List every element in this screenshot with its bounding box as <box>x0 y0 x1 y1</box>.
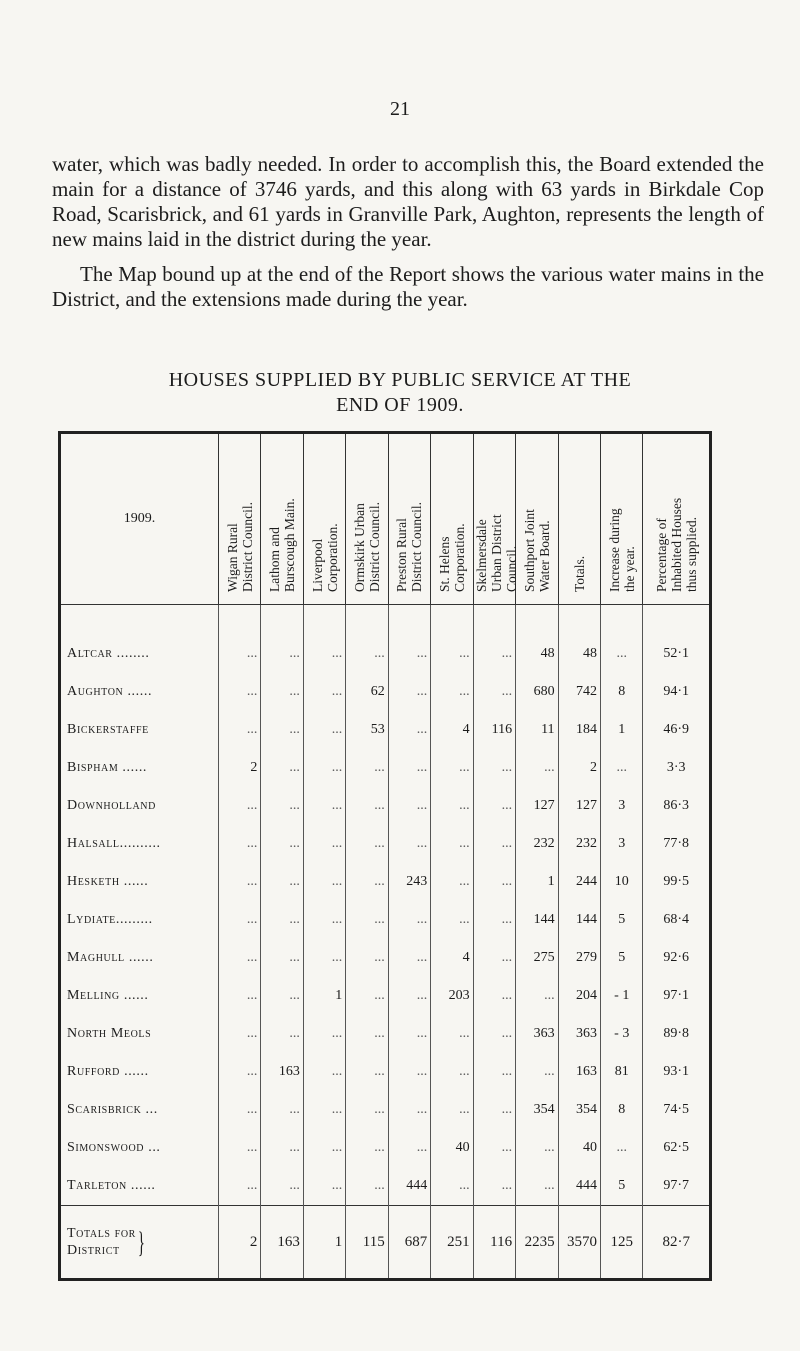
table-cell: 11 <box>516 711 558 749</box>
table-cell: ... <box>388 1091 430 1129</box>
table-cell: ... <box>431 1053 473 1091</box>
table-title-line-2: END OF 1909. <box>336 394 464 416</box>
table-cell: 3·3 <box>643 749 711 787</box>
table-cell: ... <box>261 825 303 863</box>
table-cell: ... <box>473 1053 515 1091</box>
table-cell: 40 <box>558 1129 600 1167</box>
table-cell: 62·5 <box>643 1129 711 1167</box>
table-cell: ... <box>346 749 388 787</box>
table-cell: ... <box>261 787 303 825</box>
column-header-label: Percentage of Inhabited Houses thus supplied. <box>653 497 699 592</box>
table-cell: 46·9 <box>643 711 711 749</box>
totals-label-line-1: Totals for <box>67 1226 136 1241</box>
table-cell: ... <box>388 1053 430 1091</box>
table-cell: ... <box>516 1129 558 1167</box>
row-township-name: North Meols <box>60 1015 219 1053</box>
table-cell: ... <box>218 1053 260 1091</box>
totals-cell: 116 <box>473 1206 515 1280</box>
table-cell: ... <box>473 1091 515 1129</box>
totals-label-line-2: District <box>67 1243 120 1258</box>
table-cell: ... <box>346 901 388 939</box>
table-cell: 81 <box>601 1053 643 1091</box>
table-cell: ... <box>388 901 430 939</box>
table-row <box>60 635 711 673</box>
table-cell: 5 <box>601 939 643 977</box>
table-cell: ... <box>473 939 515 977</box>
table-cell: ... <box>601 635 643 673</box>
table-row <box>60 711 711 749</box>
table-cell: ... <box>473 825 515 863</box>
table-cell: ... <box>431 749 473 787</box>
table-header-row <box>60 433 711 605</box>
table-cell: ... <box>346 1129 388 1167</box>
table-cell: ... <box>303 1053 345 1091</box>
table-cell: 163 <box>558 1053 600 1091</box>
table-cell: ... <box>346 939 388 977</box>
column-header-label: St. Helens Corporation. <box>436 522 467 592</box>
table-cell: ... <box>303 939 345 977</box>
table-cell: ... <box>388 1015 430 1053</box>
table-cell: ... <box>431 1167 473 1206</box>
table-cell: 8 <box>601 1091 643 1129</box>
table-cell: ... <box>516 749 558 787</box>
table-cell: ... <box>261 863 303 901</box>
table-cell: ... <box>388 825 430 863</box>
table-cell: ... <box>303 1129 345 1167</box>
table-cell: ... <box>261 1015 303 1053</box>
table-cell: ... <box>218 977 260 1015</box>
table-row <box>60 977 711 1015</box>
table-cell: 232 <box>516 825 558 863</box>
table-spacer-row <box>60 605 711 636</box>
table-cell: 275 <box>516 939 558 977</box>
column-header-label: Preston Rural District Council. <box>394 501 425 592</box>
table-cell: ... <box>346 635 388 673</box>
totals-cell: 115 <box>346 1206 388 1280</box>
column-header-label: Southport Joint Water Board. <box>521 508 552 592</box>
table-cell: 10 <box>601 863 643 901</box>
table-cell: ... <box>388 711 430 749</box>
table-cell: 8 <box>601 673 643 711</box>
totals-cell: 2235 <box>516 1206 558 1280</box>
table-cell: - 3 <box>601 1015 643 1053</box>
table-body <box>60 605 711 1280</box>
table-cell: ... <box>431 825 473 863</box>
column-header <box>388 433 430 605</box>
table-cell: ... <box>346 977 388 1015</box>
table-cell: ... <box>388 635 430 673</box>
table-cell: ... <box>601 749 643 787</box>
table-cell: ... <box>261 1129 303 1167</box>
table-cell: 1 <box>601 711 643 749</box>
table-cell: 127 <box>558 787 600 825</box>
column-header-label: Wigan Rural District Council. <box>224 501 255 592</box>
table-cell: 4 <box>431 939 473 977</box>
table-cell: 97·1 <box>643 977 711 1015</box>
table-cell: ... <box>388 787 430 825</box>
table-title-line-1: HOUSES SUPPLIED BY PUBLIC SERVICE AT THE <box>168 369 632 391</box>
table-cell: 163 <box>261 1053 303 1091</box>
row-township-name: Bispham ...... <box>60 749 219 787</box>
table-cell: 363 <box>516 1015 558 1053</box>
table-cell: ... <box>431 787 473 825</box>
table-cell: ... <box>303 863 345 901</box>
column-header <box>516 433 558 605</box>
table-cell: 52·1 <box>643 635 711 673</box>
table-cell: ... <box>218 673 260 711</box>
table-cell: ... <box>473 977 515 1015</box>
row-township-name: Tarleton ...... <box>60 1167 219 1206</box>
table-cell: ... <box>218 1167 260 1206</box>
table-cell: ... <box>218 901 260 939</box>
row-township-name: Lydiate......... <box>60 901 219 939</box>
column-header-label: Lathom and Burscough Main. <box>267 497 298 592</box>
page-number: 21 <box>390 98 410 120</box>
table-cell: ... <box>218 1129 260 1167</box>
table-cell: 244 <box>558 863 600 901</box>
row-township-name: Bickerstaffe <box>60 711 219 749</box>
table-cell: 1 <box>303 977 345 1015</box>
table-cell: 53 <box>346 711 388 749</box>
table-cell: ... <box>388 939 430 977</box>
table-cell: ... <box>303 1015 345 1053</box>
table-cell: 68·4 <box>643 901 711 939</box>
table-cell: ... <box>516 1053 558 1091</box>
table-cell: ... <box>473 901 515 939</box>
table-cell: ... <box>431 1091 473 1129</box>
row-township-name: Maghull ...... <box>60 939 219 977</box>
table-cell: 232 <box>558 825 600 863</box>
table-cell: 77·8 <box>643 825 711 863</box>
table-cell: ... <box>388 673 430 711</box>
column-header <box>473 433 519 605</box>
table-cell: 3 <box>601 825 643 863</box>
column-header <box>303 433 345 605</box>
table-cell: 92·6 <box>643 939 711 977</box>
table-cell: ... <box>303 825 345 863</box>
table-cell: 144 <box>558 901 600 939</box>
table-cell: 3 <box>601 787 643 825</box>
table-cell: ... <box>261 901 303 939</box>
table-cell: ... <box>473 749 515 787</box>
table-row <box>60 1091 711 1129</box>
column-header <box>431 433 473 605</box>
row-township-name: Rufford ...... <box>60 1053 219 1091</box>
table-cell: ... <box>473 1015 515 1053</box>
table-cell: 204 <box>558 977 600 1015</box>
table-cell: ... <box>303 901 345 939</box>
table-cell: 93·1 <box>643 1053 711 1091</box>
column-header <box>643 433 711 605</box>
table-cell: ... <box>431 635 473 673</box>
table-cell: 1 <box>516 863 558 901</box>
totals-row <box>60 1206 711 1280</box>
totals-cell: 163 <box>261 1206 303 1280</box>
table-cell: 48 <box>558 635 600 673</box>
paragraph-2: The Map bound up at the end of the Report shows the various water mains in the District, and the extensions made during the year. <box>52 262 764 311</box>
table-cell: 243 <box>388 863 430 901</box>
table-cell: ... <box>218 939 260 977</box>
table-row <box>60 1129 711 1167</box>
table-cell: ... <box>261 977 303 1015</box>
table-cell: ... <box>473 635 515 673</box>
table-cell: 144 <box>516 901 558 939</box>
totals-cell: 82·7 <box>643 1206 711 1280</box>
table-cell: ... <box>218 1015 260 1053</box>
table-row <box>60 787 711 825</box>
table-cell: ... <box>346 1091 388 1129</box>
table-row <box>60 673 711 711</box>
table-cell: ... <box>303 1167 345 1206</box>
table-cell: 444 <box>558 1167 600 1206</box>
totals-cell: 251 <box>431 1206 473 1280</box>
column-header <box>218 433 260 605</box>
table-cell: 99·5 <box>643 863 711 901</box>
table-row <box>60 863 711 901</box>
table-cell: ... <box>431 1015 473 1053</box>
table-cell: ... <box>261 635 303 673</box>
table-cell: ... <box>431 901 473 939</box>
column-header-label: Liverpool Corporation. <box>309 522 340 592</box>
table-cell: ... <box>261 939 303 977</box>
table-cell: ... <box>303 787 345 825</box>
column-header-label: Skelmersdale Urban District Council. <box>473 513 519 592</box>
table-cell: ... <box>218 635 260 673</box>
totals-cell: 687 <box>388 1206 430 1280</box>
table-cell: 363 <box>558 1015 600 1053</box>
table-cell: ... <box>261 1167 303 1206</box>
table-row <box>60 939 711 977</box>
table-cell: ... <box>473 673 515 711</box>
row-township-name: Halsall.......... <box>60 825 219 863</box>
table-cell: ... <box>601 1129 643 1167</box>
column-header-label: Ormskirk Urban District Council. <box>352 501 383 592</box>
table-cell: 184 <box>558 711 600 749</box>
table-cell: ... <box>346 787 388 825</box>
table-row <box>60 749 711 787</box>
table-cell: ... <box>303 673 345 711</box>
table-cell: 40 <box>431 1129 473 1167</box>
column-header-label: Totals. <box>571 555 587 592</box>
totals-label <box>60 1206 219 1280</box>
table-cell: ... <box>303 1091 345 1129</box>
row-township-name: Downholland <box>60 787 219 825</box>
table-cell: ... <box>218 711 260 749</box>
table-cell: ... <box>218 1091 260 1129</box>
table-cell: ... <box>346 1167 388 1206</box>
column-header <box>261 433 303 605</box>
table-cell: 5 <box>601 901 643 939</box>
table-cell: 354 <box>558 1091 600 1129</box>
table-row <box>60 1015 711 1053</box>
table-cell: ... <box>346 1053 388 1091</box>
table-cell: ... <box>346 825 388 863</box>
totals-cell: 3570 <box>558 1206 600 1280</box>
row-township-name: Scarisbrick ... <box>60 1091 219 1129</box>
table-cell: ... <box>218 863 260 901</box>
table-cell: ... <box>388 749 430 787</box>
table-cell: ... <box>303 711 345 749</box>
table-cell: 444 <box>388 1167 430 1206</box>
table-cell: ... <box>218 787 260 825</box>
table-row <box>60 1053 711 1091</box>
paragraph-1: water, which was badly needed. In order to accomplish this, the Board extended the main for a distance of 3746 yards, and this along with 63 yards in Birkdale Cop Road, Scarisbrick, and 61 yards in Granville Park, Aughton, represents the length of new mains laid in the district during the year. <box>52 152 764 251</box>
table-cell: 742 <box>558 673 600 711</box>
table-cell: ... <box>346 1015 388 1053</box>
table-cell: 680 <box>516 673 558 711</box>
table-cell: 116 <box>473 711 515 749</box>
row-township-name: Simonswood ... <box>60 1129 219 1167</box>
table-cell: 2 <box>218 749 260 787</box>
table-cell: ... <box>218 825 260 863</box>
houses-supplied-table <box>58 431 712 1281</box>
totals-cell: 2 <box>218 1206 260 1280</box>
table-cell: ... <box>261 711 303 749</box>
table-row <box>60 1167 711 1206</box>
column-header <box>601 433 643 605</box>
table-cell: 2 <box>558 749 600 787</box>
table-cell: 86·3 <box>643 787 711 825</box>
table-row <box>60 825 711 863</box>
table-cell: ... <box>516 977 558 1015</box>
table-cell: 48 <box>516 635 558 673</box>
table-cell: ... <box>261 1091 303 1129</box>
table-cell: 97·7 <box>643 1167 711 1206</box>
table-row <box>60 901 711 939</box>
column-header <box>346 433 388 605</box>
table-cell: 5 <box>601 1167 643 1206</box>
table-cell: 62 <box>346 673 388 711</box>
table-cell: ... <box>261 673 303 711</box>
table-cell: ... <box>261 749 303 787</box>
table-cell: ... <box>303 749 345 787</box>
table-cell: 89·8 <box>643 1015 711 1053</box>
table-cell: ... <box>346 863 388 901</box>
column-header-label: Increase during the year. <box>606 507 637 592</box>
column-header <box>558 433 600 605</box>
table-cell: ... <box>516 1167 558 1206</box>
brace-icon: } <box>137 1225 146 1259</box>
table-cell: ... <box>473 863 515 901</box>
row-township-name: Hesketh ...... <box>60 863 219 901</box>
totals-cell: 125 <box>601 1206 643 1280</box>
table-cell: 94·1 <box>643 673 711 711</box>
table-cell: 74·5 <box>643 1091 711 1129</box>
table-cell: ... <box>431 863 473 901</box>
table-cell: ... <box>431 673 473 711</box>
table-cell: ... <box>388 1129 430 1167</box>
year-header: 1909. <box>60 433 219 605</box>
totals-cell: 1 <box>303 1206 345 1280</box>
row-township-name: Aughton ...... <box>60 673 219 711</box>
table-cell: - 1 <box>601 977 643 1015</box>
table-cell: 279 <box>558 939 600 977</box>
table-cell: ... <box>473 1129 515 1167</box>
table-cell: ... <box>473 787 515 825</box>
row-township-name: Melling ...... <box>60 977 219 1015</box>
table-cell: ... <box>388 977 430 1015</box>
table-cell: ... <box>473 1167 515 1206</box>
table-cell: 127 <box>516 787 558 825</box>
table-cell: 203 <box>431 977 473 1015</box>
table-cell: 4 <box>431 711 473 749</box>
table-cell: ... <box>303 635 345 673</box>
row-township-name: Altcar ........ <box>60 635 219 673</box>
table-cell: 354 <box>516 1091 558 1129</box>
